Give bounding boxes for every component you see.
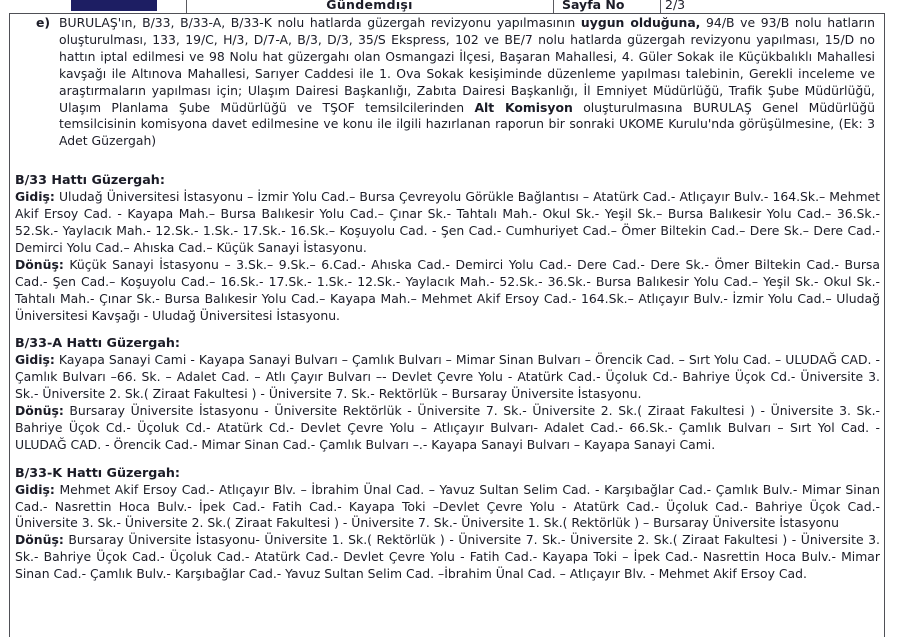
donus-text: Bursaray Üniversite İstasyonu- Üniversite 1. Sk.( Rektörlük ) - Üniversite 7. Sk.- Üniversite 2. Sk.( Ziraat Fakultesi ) - Üniversite 3. Sk.- Bahriye Üçok Cad.- Üçoluk Cad.- Atatürk Cad.- Devlet Çevre Yolu - Fatih Cad.- Kayapa Toki – İpek Cad.- Nasrettin Hoca Bulv.- Mimar Sinan Cad.- Çamlık Bulv.- Karşıbağlar Cad.- Yavuz Sultan Selim Cad. –İbrahim Ünal Cad. – Atlıçayır Blv. - Mehmet Akif Ersoy Cad. <box>15 532 880 582</box>
donus-label: Dönüş: <box>15 256 64 272</box>
decision-text-b: 94/B ve 93/B nolu hatların oluşturulması, 133, 19/C, H/3, D/7-A, B/3, D/3, 35/S Ekspress, 102 ve BE/7 nolu hatlarda güzergah revizyonu yapılması, 15/D no hattın iptal edilmesi ve 98 Nolu hat güzergahı olan Osmangazi İlçesi, Başaran Mahallesi, 4. Güler Sokak ile Küçükbalıklı Mahallesi kavşağı ile Altınova Mahallesi, Sarıyer Caddesi ile 1. Ova Sokak kesişiminde düzenleme yapılması talebinin, Gerekli inceleme ve araştırmaların yapılması için; Ulaşım Dairesi Başkanlığı, Zabıta Dairesi Başkanlığı, İl Emniyet Müdürlüğü, Trafik Şube Müdürlüğü, Ulaşım Planlama Şube Müdürlüğü ve TŞOF temsilcilerinden <box>59 15 875 115</box>
decision-body-box <box>9 13 885 637</box>
decision-text-a: BURULAŞ'ın, B/33, B/33-A, B/33-K nolu hatlarda güzergah revizyonu yapılmasının <box>59 15 576 30</box>
page-no-value: 2/3 <box>665 0 686 12</box>
gidis-text: Mehmet Akif Ersoy Cad.- Atlıçayır Blv. – İbrahim Ünal Cad. – Yavuz Sultan Selim Cad. - Karşıbağlar Cad.- Çamlık Bulv.- Mimar Sinan Cad.- Nasrettin Hoca Bulv.- İpek Cad.- Fatih Cad.- Kayapa Toki –Devlet Çevre Yolu - Atatürk Cad.- Üçoluk Cad.- Bahriye Üçok Cad.- Üniversite 3. Sk.- Üniversite 2. Sk.( Ziraat Fakultesi ) - Üniversite 7. Sk.- Üniversite 1. Sk.( Rektörlük ) – Bursaray Üniversite İstasyonu <box>15 481 880 531</box>
donus-label: Dönüş: <box>15 532 64 548</box>
route-section-b33a <box>10 335 884 453</box>
gidis-label: Gidiş: <box>15 352 55 368</box>
header-divider <box>660 0 661 13</box>
donus-text: Küçük Sanayi İstasyonu – 3.Sk.– 9.Sk.– 6.Cad.- Ahıska Cad.- Demirci Yolu Cad.- Dere Cad.- Dere Sk.- Ömer Biltekin Cad.- Bursa Cad.- Şen Cad.– Koşuyolu Cad.– 16.Sk.- 17.Sk.- 1.Sk.- 12.Sk.- Yaylacık Mah.- 52.Sk.- 36.Sk.- Bursa Balıkesir Yolu Cad.– Yeşil Sk.- Okul Sk.- Tahtalı Mah.- Çınar Sk.- Bursa Balıkesir Yolu Cad.– Kayapa Mah.– Mehmet Akif Ersoy Cad.- 164.Sk.– Atlıçayır Bulv.- İzmir Yolu Cad.– Uludağ Üniversitesi Kavşağı - Uludağ Üniversitesi İstasyonu. <box>15 256 880 323</box>
route-heading: B/33 Hattı Güzergah: <box>15 172 165 188</box>
header-row <box>0 0 900 13</box>
gidis-label: Gidiş: <box>15 189 55 205</box>
route-donus-paragraph <box>10 532 884 583</box>
gidis-text: Kayapa Sanayi Cami - Kayapa Sanayi Bulvarı – Çamlık Bulvarı – Mimar Sinan Bulvarı – Örencik Cad. – Sırt Yolu Cad. – ULUDAĞ CAD. - Çamlık Bulvarı –66. Sk. – Adalet Cad. – Atlı Çayır Bulvarı –- Devlet Çevre Yolu - Atatürk Cad.- Üçoluk Cd.- Bahriye Üçok Cd.- Üniversite 3. Sk.- Üniversite 2. Sk.( Ziraat Fakultesi ) - Üniversite 7. Sk.- Rektörlük – Bursaray Üniversite İstasyonu. <box>15 352 880 402</box>
stamp-box <box>71 0 157 11</box>
route-gidis-paragraph <box>10 352 884 403</box>
donus-text: Bursaray Üniversite İstasyonu - Üniversite Rektörlük - Üniversite 7. Sk.- Üniversite 2. Sk.( Ziraat Fakultesi ) - Üniversite 3. Sk.- Bahriye Üçok Cd.- Üçoluk Cd.- Atatürk Cd.- Devlet Çevre Yolu – Atlıçayır Bulvarı- Adalet Cad.- 66.Sk.- Çamlık Bulvarı – Sırt Yol Cad. - ULUDAĞ CAD. - Örencik Cad.- Mimar Sinan Cad.- Çamlık Bulvarı –.- Kayapa Sanayi Bulvarı – Kayapa Sanayi Cami. <box>15 403 880 452</box>
route-gidis-paragraph <box>10 482 884 533</box>
gidis-label: Gidiş: <box>15 481 55 497</box>
decision-bold-uygun-olduguna: uygun olduğuna, <box>580 15 701 30</box>
decision-text-c: oluşturulmasına BURULAŞ Genel Müdürlüğü temsilcisinin komisyona davet edilmesine ve konu ile ilgili hazırlanan raporun bir sonraki UKOME Kurulu'nda görüşülmesine, (Ek: 3 Adet Güzergah) <box>59 99 875 149</box>
route-donus-paragraph <box>10 257 884 325</box>
item-letter: e) <box>36 15 51 30</box>
agenda-status-label: Gündemdışı <box>326 0 413 12</box>
route-heading: B/33-K Hattı Güzergah: <box>15 464 180 480</box>
gidis-text: Uludağ Üniversitesi İstasyonu – İzmir Yolu Cad.– Bursa Çevreyolu Görükle Bağlantısı – Atatürk Cad.- Atlıçayır Bulv.- 164.Sk.– Mehmet Akif Ersoy Cad. - Kayapa Mah.– Bursa Balıkesir Yolu Cad.– Çınar Sk.- Tahtalı Mah.- Okul Sk.- Yeşil Sk.– Bursa Balıkesir Yolu Cad.– 36.Sk.- 52.Sk.- Yaylacık Mah.- 12.Sk.- 1.Sk.- 17.Sk.- 16.Sk.– Koşuyolu Cad. - Şen Cad.- Cumhuriyet Cad.– Ömer Biltekin Cad.– Dere Sk.– Dere Cad.- Demirci Yolu Cad.– Ahıska Cad.– Küçük Sanayi İstasyonu. <box>15 189 880 255</box>
page-no-label: Sayfa No <box>562 0 625 12</box>
decision-bold-alt-komisyon: Alt Komisyon <box>474 99 573 115</box>
route-gidis-paragraph <box>10 189 884 257</box>
header-divider <box>553 0 554 13</box>
decision-paragraph <box>10 14 884 150</box>
donus-label: Dönüş: <box>15 403 64 419</box>
route-section-b33 <box>10 172 884 324</box>
route-donus-paragraph <box>10 403 884 454</box>
route-section-b33k <box>10 465 884 583</box>
route-heading: B/33-A Hattı Güzergah: <box>15 335 180 351</box>
